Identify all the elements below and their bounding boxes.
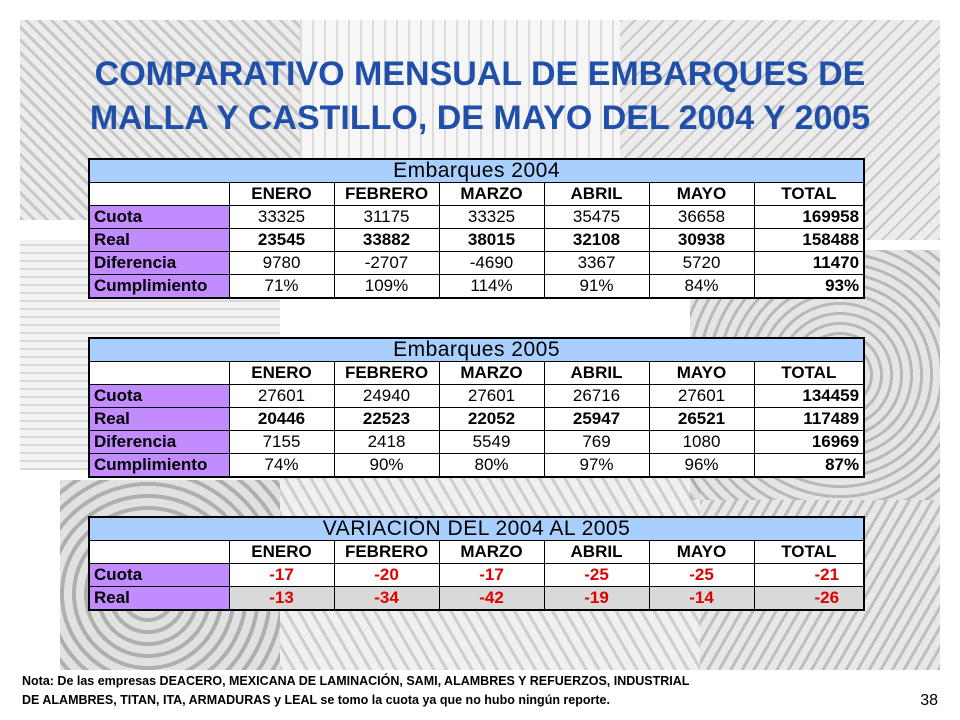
table-cell: -25 [649, 564, 754, 587]
column-header: MARZO [439, 183, 544, 206]
table-banner: VARIACIÓN DEL 2004 AL 2005 [89, 517, 864, 541]
table-cell: 20446 [229, 408, 334, 431]
column-header: ENERO [229, 541, 334, 564]
table-cell: 97% [544, 454, 649, 478]
row-label: Diferencia [89, 431, 229, 454]
table-row [89, 431, 864, 454]
slide-title-line2: MALLA Y CASTILLO, DE MAYO DEL 2004 Y 2005 [89, 99, 871, 137]
table-cell: 27601 [439, 385, 544, 408]
table-cell: -13 [229, 587, 334, 611]
row-label: Cuota [89, 206, 229, 229]
row-label: Real [89, 229, 229, 252]
table-row [89, 229, 864, 252]
column-header: MAYO [649, 541, 754, 564]
column-header: ENERO [229, 362, 334, 385]
row-label: Real [89, 408, 229, 431]
table-cell: -2707 [334, 252, 439, 275]
footnote-line2: DE ALAMBRES, TITAN, ITA, ARMADURAS y LEAL se tomo la cuota ya que no hubo ningún reporte. [22, 693, 610, 707]
table-cell: 5549 [439, 431, 544, 454]
table-cell: -34 [334, 587, 439, 611]
table-cell: 33882 [334, 229, 439, 252]
table-cell: -20 [334, 564, 439, 587]
row-label: Diferencia [89, 252, 229, 275]
total-cell: 117489 [754, 408, 864, 431]
table-banner: Embarques 2004 [89, 159, 864, 183]
table-cell: 1080 [649, 431, 754, 454]
table-cell: 96% [649, 454, 754, 478]
table-cell: 5720 [649, 252, 754, 275]
table-cell: 71% [229, 275, 334, 299]
table-embarques-2004 [88, 158, 865, 299]
column-header: FEBRERO [334, 183, 439, 206]
table-cell: 22523 [334, 408, 439, 431]
table-row [89, 252, 864, 275]
table-cell: 32108 [544, 229, 649, 252]
table-cell: 38015 [439, 229, 544, 252]
table-cell: 9780 [229, 252, 334, 275]
table-cell: 27601 [649, 385, 754, 408]
table-embarques-2005 [88, 337, 865, 478]
table-cell: 91% [544, 275, 649, 299]
table-cell: 109% [334, 275, 439, 299]
header-blank [89, 362, 229, 385]
column-header: TOTAL [754, 183, 864, 206]
total-cell: 158488 [754, 229, 864, 252]
table-banner: Embarques 2005 [89, 338, 864, 362]
table-row [89, 385, 864, 408]
total-cell: -26 [754, 587, 864, 611]
table-cell: 2418 [334, 431, 439, 454]
column-header: ABRIL [544, 362, 649, 385]
table-cell: -25 [544, 564, 649, 587]
column-header: ENERO [229, 183, 334, 206]
table-variacion [88, 516, 865, 611]
table-cell: 22052 [439, 408, 544, 431]
footnote-line1: Nota: De las empresas DEACERO, MEXICANA DE LAMINACIÓN, SAMI, ALAMBRES Y REFUERZOS, INDUSTRIAL [22, 674, 690, 688]
table-cell: 30938 [649, 229, 754, 252]
table-cell: 23545 [229, 229, 334, 252]
table-cell: 24940 [334, 385, 439, 408]
row-label: Cuota [89, 385, 229, 408]
table-cell: 33325 [439, 206, 544, 229]
table-row [89, 275, 864, 299]
column-header: TOTAL [754, 541, 864, 564]
table-cell: -17 [439, 564, 544, 587]
table-cell: 31175 [334, 206, 439, 229]
row-label: Cumplimiento [89, 454, 229, 478]
table-cell: -17 [229, 564, 334, 587]
slide-title [30, 52, 930, 140]
table-cell: 80% [439, 454, 544, 478]
table-row [89, 408, 864, 431]
column-header: FEBRERO [334, 541, 439, 564]
table-cell: -42 [439, 587, 544, 611]
table-cell: -14 [649, 587, 754, 611]
total-cell: 134459 [754, 385, 864, 408]
table-row [89, 454, 864, 478]
column-header: TOTAL [754, 362, 864, 385]
table-row [89, 587, 864, 611]
table-cell: 35475 [544, 206, 649, 229]
total-cell: -21 [754, 564, 864, 587]
row-label: Real [89, 587, 229, 611]
table-cell: 74% [229, 454, 334, 478]
page-number: 38 [920, 692, 938, 709]
column-header: MAYO [649, 362, 754, 385]
slide-title-line1: COMPARATIVO MENSUAL DE EMBARQUES DE [94, 55, 866, 93]
header-blank [89, 541, 229, 564]
total-cell: 93% [754, 275, 864, 299]
footnote [22, 672, 882, 710]
table-cell: 26521 [649, 408, 754, 431]
row-label: Cumplimiento [89, 275, 229, 299]
total-cell: 16969 [754, 431, 864, 454]
column-header: MARZO [439, 362, 544, 385]
table-cell: 84% [649, 275, 754, 299]
table-cell: 90% [334, 454, 439, 478]
column-header: FEBRERO [334, 362, 439, 385]
column-header: MAYO [649, 183, 754, 206]
table-cell: 25947 [544, 408, 649, 431]
table-row [89, 206, 864, 229]
table-row [89, 564, 864, 587]
header-blank [89, 183, 229, 206]
table-cell: 26716 [544, 385, 649, 408]
total-cell: 87% [754, 454, 864, 478]
row-label: Cuota [89, 564, 229, 587]
table-cell: 27601 [229, 385, 334, 408]
total-cell: 169958 [754, 206, 864, 229]
total-cell: 11470 [754, 252, 864, 275]
table-cell: 3367 [544, 252, 649, 275]
table-cell: 36658 [649, 206, 754, 229]
table-cell: -19 [544, 587, 649, 611]
column-header: ABRIL [544, 541, 649, 564]
column-header: MARZO [439, 541, 544, 564]
table-cell: 7155 [229, 431, 334, 454]
table-cell: -4690 [439, 252, 544, 275]
table-cell: 114% [439, 275, 544, 299]
table-cell: 769 [544, 431, 649, 454]
table-cell: 33325 [229, 206, 334, 229]
column-header: ABRIL [544, 183, 649, 206]
